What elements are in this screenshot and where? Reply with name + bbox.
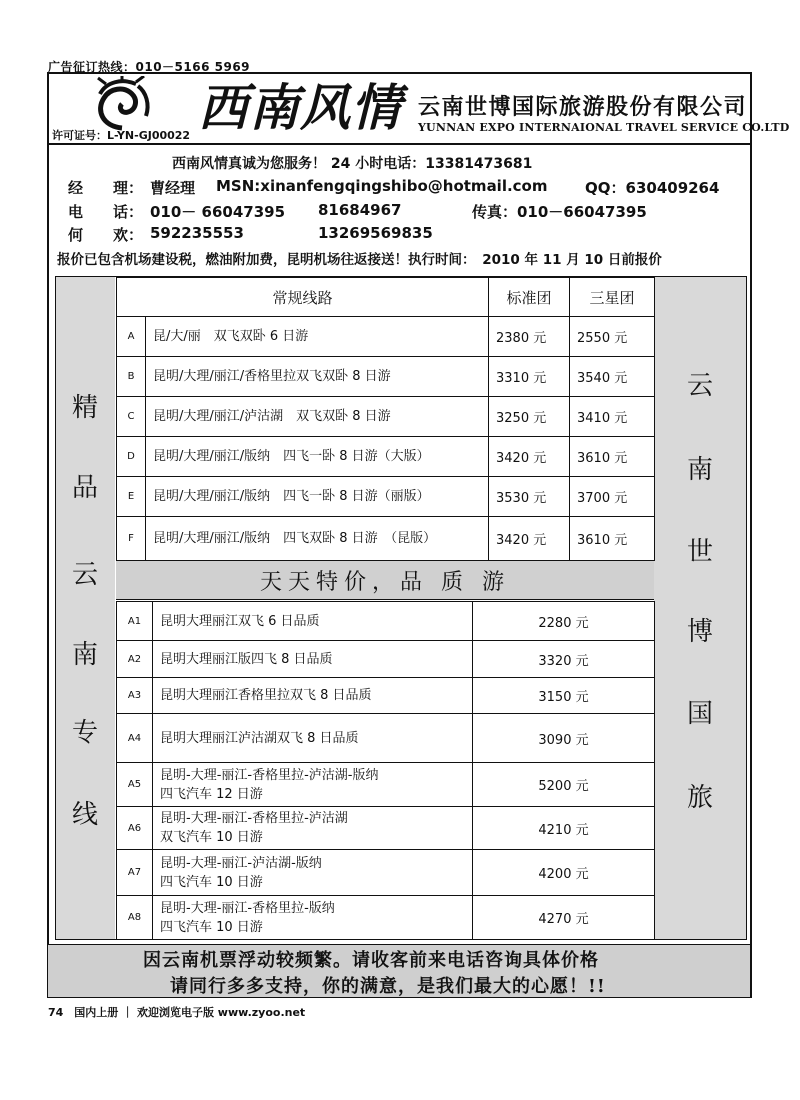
price-three-star: 2550 元 — [569, 316, 655, 357]
ad-hotline: 广告征订热线：010－5166 5969 — [48, 60, 251, 74]
row-code: A7 — [116, 849, 153, 896]
service-line: 西南风情真诚为您服务！ 24 小时电话：13381473681 — [172, 156, 533, 172]
price-standard: 3250 元 — [488, 396, 570, 437]
price-note: 报价已包含机场建设税，燃油附加费，昆明机场往返接送！执行时间： 2010 年 11 月 10 日前报价 — [57, 252, 662, 268]
page-footer: 74 国内上册 ｜ 欢迎浏览电子版 www.zyoo.net — [48, 1006, 306, 1019]
price-three-star: 3610 元 — [569, 436, 655, 477]
row-code: B — [116, 356, 146, 397]
route-price: 3320 元 — [472, 640, 655, 678]
row-code: A8 — [116, 895, 153, 940]
route-name — [152, 640, 473, 678]
route-line-1: 昆明-大理-丽江-香格里拉-版纳 — [160, 900, 335, 916]
row-code: A2 — [116, 640, 153, 678]
contact-he-phone-2: 13269569835 — [318, 224, 433, 242]
row-code: A3 — [116, 677, 153, 714]
phone-number-1: 010－ 66047395 — [150, 203, 286, 221]
route-price: 3090 元 — [472, 713, 655, 763]
right-title-char: 旅 — [687, 783, 714, 813]
left-side-panel — [56, 277, 115, 939]
price-standard: 3530 元 — [488, 476, 570, 517]
route-line-2: 双飞汽车 10 日游 — [160, 830, 263, 845]
route-name: 昆明/大理/丽江/香格里拉双飞双卧 8 日游 — [145, 356, 489, 397]
route-line-1: 昆明-大理-丽江-泸沽湖-版纳 — [160, 855, 322, 871]
fax-number: 传真：010－66047395 — [472, 203, 647, 221]
route-name — [152, 849, 473, 896]
phone-number-2: 81684967 — [318, 201, 402, 219]
manager-label: 经 理： — [68, 179, 144, 197]
route-line-2: 四飞汽车 10 日游 — [160, 874, 263, 890]
price-three-star: 3700 元 — [569, 476, 655, 517]
right-title-char: 云 — [687, 371, 714, 401]
price-three-star: 3610 元 — [569, 516, 655, 561]
header-route: 常规线路 — [116, 277, 489, 317]
route-name: 昆明/大理/丽江/泸沽湖 双飞双卧 8 日游 — [145, 396, 489, 437]
route-name — [152, 601, 473, 641]
right-title-char: 国 — [687, 699, 714, 729]
msn-contact: MSN:xinanfengqingshibo@hotmail.com — [216, 177, 548, 195]
left-title-char: 品 — [72, 473, 99, 503]
left-title-char: 精 — [72, 393, 99, 423]
row-code: C — [116, 396, 146, 437]
price-standard: 3420 元 — [488, 436, 570, 477]
notice-line-1: 因云南机票浮动较频繁。请收客前来电话咨询具体价格 — [143, 950, 599, 971]
manager-name: 曹经理 — [150, 179, 196, 197]
row-code: F — [116, 516, 146, 561]
route-line-1: 昆明大理丽江双飞 6 日品质 — [160, 613, 320, 629]
right-title-char: 南 — [687, 455, 714, 485]
row-code: A6 — [116, 806, 153, 850]
daily-special-banner: 天天特价，品 质 游 — [116, 560, 654, 600]
row-code: A4 — [116, 713, 153, 763]
header-divider — [49, 143, 750, 145]
route-name: 昆/大/丽 双飞双卧 6 日游 — [145, 316, 489, 357]
company-name-cn: 云南世博国际旅游股份有限公司 — [418, 94, 748, 120]
notice-line-2: 请同行多多支持，你的满意，是我们最大的心愿！!! — [170, 976, 606, 997]
price-three-star: 3410 元 — [569, 396, 655, 437]
contact-he-phone-1: 592235553 — [150, 224, 244, 242]
route-price: 2280 元 — [472, 601, 655, 641]
swirl-logo-icon — [92, 76, 152, 132]
row-code: A5 — [116, 762, 153, 807]
row-code: A1 — [116, 601, 153, 641]
route-price: 5200 元 — [472, 762, 655, 807]
price-three-star: 3540 元 — [569, 356, 655, 397]
row-code: A — [116, 316, 146, 357]
route-name — [152, 762, 473, 807]
qq-contact: QQ：630409264 — [585, 179, 720, 197]
route-line-1: 昆明-大理-丽江-香格里拉-泸沽湖 — [160, 811, 348, 826]
license-number: 许可证号：L-YN-GJ00022 — [52, 129, 191, 142]
route-price: 4270 元 — [472, 895, 655, 940]
route-name: 昆明/大理/丽江/版纳 四飞双卧 8 日游 （昆版） — [145, 516, 489, 561]
route-line-1: 昆明大理丽江泸沽湖双飞 8 日品质 — [160, 730, 359, 746]
route-name: 昆明/大理/丽江/版纳 四飞一卧 8 日游（大版） — [145, 436, 489, 477]
price-standard: 2380 元 — [488, 316, 570, 357]
price-standard: 3310 元 — [488, 356, 570, 397]
route-line-1: 昆明大理丽江香格里拉双飞 8 日品质 — [160, 688, 372, 703]
route-line-1: 昆明-大理-丽江-香格里拉-泸沽湖-版纳 — [160, 767, 379, 783]
contact-he-label: 何 欢： — [68, 226, 144, 244]
route-price: 4210 元 — [472, 806, 655, 850]
left-title-char: 云 — [72, 560, 99, 590]
brand-title: 西南风情 — [198, 78, 402, 137]
route-line-2: 四飞汽车 10 日游 — [160, 919, 263, 935]
company-name-en: YUNNAN EXPO INTERNAIONAL TRAVEL SERVICE CO.LTD — [418, 121, 790, 134]
route-name — [152, 895, 473, 940]
header-standard: 标准团 — [488, 277, 570, 317]
left-title-char: 南 — [72, 640, 99, 670]
route-name: 昆明/大理/丽江/版纳 四飞一卧 8 日游（丽版） — [145, 476, 489, 517]
price-standard: 3420 元 — [488, 516, 570, 561]
route-price: 3150 元 — [472, 677, 655, 714]
left-title-char: 线 — [72, 800, 99, 830]
route-name — [152, 677, 473, 714]
right-title-char: 博 — [687, 617, 714, 647]
route-line-2: 四飞汽车 12 日游 — [160, 786, 263, 802]
row-code: E — [116, 476, 146, 517]
phone-label: 电 话： — [68, 203, 144, 221]
route-line-1: 昆明大理丽江版四飞 8 日品质 — [160, 651, 333, 667]
route-name — [152, 806, 473, 850]
right-side-panel — [654, 277, 746, 939]
left-title-char: 专 — [72, 718, 99, 748]
route-price: 4200 元 — [472, 849, 655, 896]
header-three-star: 三星团 — [569, 277, 655, 317]
right-title-char: 世 — [687, 537, 714, 567]
route-name — [152, 713, 473, 763]
row-code: D — [116, 436, 146, 477]
